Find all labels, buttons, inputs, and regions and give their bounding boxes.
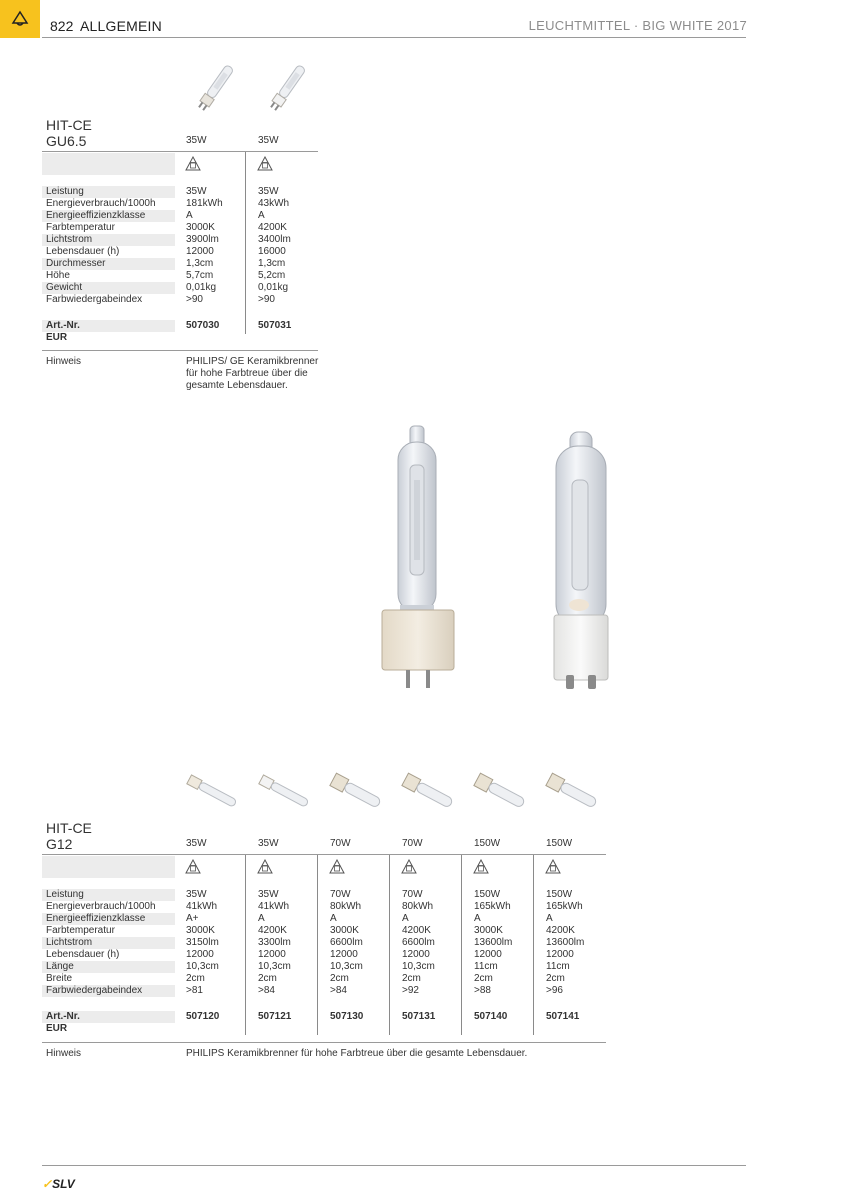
cell: >92 xyxy=(402,985,419,996)
table2-col1-watt: 35W xyxy=(186,838,207,849)
disposal-icon xyxy=(185,156,201,172)
product-image-507031 xyxy=(262,58,312,118)
cell: 150W xyxy=(474,889,501,900)
table2-col3-watt: 70W xyxy=(330,838,351,849)
art-nr-507141: 507141 xyxy=(546,1011,580,1022)
row-label: Energieeffizienzklasse xyxy=(42,913,175,925)
cell: 0,01kg xyxy=(186,282,217,293)
product-image-507141 xyxy=(542,772,604,812)
note-line: gesamte Lebensdauer. xyxy=(186,380,288,391)
row-label: Durchmesser xyxy=(42,258,175,270)
art-nr-507140: 507140 xyxy=(474,1011,508,1022)
cell: 35W xyxy=(258,186,279,197)
cell: >90 xyxy=(186,294,203,305)
section-title: ALLGEMEIN xyxy=(80,18,162,34)
cell: 35W xyxy=(258,889,279,900)
table2-col1-values xyxy=(186,889,241,997)
cell: 11cm xyxy=(474,961,498,972)
cell: 70W xyxy=(330,889,351,900)
row-label: Farbwiedergabeindex xyxy=(42,985,175,997)
cell: 4200K xyxy=(546,925,575,936)
table2-col4-watt: 70W xyxy=(402,838,423,849)
header-rule xyxy=(42,37,746,38)
cell: 80kWh xyxy=(402,901,434,912)
footer-rule xyxy=(42,1165,746,1166)
product-image-507121 xyxy=(254,772,316,812)
art-nr-label: Art.-Nr. xyxy=(42,1011,175,1023)
lamp-icon xyxy=(10,9,30,27)
cell: 3000K xyxy=(186,222,215,233)
cell: 1,3cm xyxy=(258,258,286,269)
table1-col2-watt: 35W xyxy=(258,135,279,146)
cell: >88 xyxy=(474,985,491,996)
cell: 4200K xyxy=(258,925,287,936)
disposal-icon xyxy=(473,859,489,875)
cell: >90 xyxy=(258,294,275,305)
art-nr-507030: 507030 xyxy=(186,320,220,331)
cell: 80kWh xyxy=(330,901,362,912)
disposal-icon xyxy=(545,859,561,875)
table2-col2-watt: 35W xyxy=(258,838,279,849)
table2-col-divider xyxy=(533,855,534,1035)
hinweis-text xyxy=(186,356,326,392)
cell: 0,01kg xyxy=(258,282,289,293)
row-label: Lichtstrom xyxy=(42,937,175,949)
row-label: Farbwiedergabeindex xyxy=(46,294,143,305)
cell: >81 xyxy=(186,985,203,996)
cell: 2cm xyxy=(330,973,349,984)
cell: 5,7cm xyxy=(186,270,214,281)
table2-title: HIT-CE xyxy=(46,820,92,836)
row-label: Höhe xyxy=(46,270,70,281)
section-tab xyxy=(0,0,40,38)
cell: 2cm xyxy=(258,973,277,984)
cell: 43kWh xyxy=(258,198,290,209)
table2-col-divider xyxy=(461,855,462,1035)
art-nr-507131: 507131 xyxy=(402,1011,436,1022)
cell: >96 xyxy=(546,985,563,996)
cell: 6600lm xyxy=(330,937,363,948)
table1-col1-values xyxy=(186,186,241,306)
cell: 12000 xyxy=(186,246,214,257)
cell: 3000K xyxy=(330,925,359,936)
disposal-icon xyxy=(257,156,273,172)
row-label: Farbtemperatur xyxy=(46,925,115,936)
row-label: Lebensdauer (h) xyxy=(46,246,120,257)
table2-top-rule xyxy=(42,854,606,855)
cell: A xyxy=(402,913,409,924)
cell: 4200K xyxy=(258,222,287,233)
hinweis-label: Hinweis xyxy=(46,356,82,367)
table2-col5-watt: 150W xyxy=(474,838,501,849)
table2-subtitle: G12 xyxy=(46,836,73,852)
row-label: Farbtemperatur xyxy=(46,222,115,233)
product-image-507120 xyxy=(182,772,244,812)
brand-logo-text: SLV xyxy=(52,1177,75,1191)
table2-col5-values xyxy=(474,889,529,997)
cell: 10,3cm xyxy=(330,961,363,972)
cell: 12000 xyxy=(186,949,214,960)
cell: 2cm xyxy=(474,973,493,984)
row-label: Gewicht xyxy=(42,282,175,294)
cell: 4200K xyxy=(402,925,431,936)
cell: 1,3cm xyxy=(186,258,214,269)
cell: A xyxy=(258,913,265,924)
art-nr-507120: 507120 xyxy=(186,1011,220,1022)
eur-label: EUR xyxy=(46,332,68,343)
cell: 2cm xyxy=(186,973,205,984)
cell: A+ xyxy=(186,913,199,924)
cell: 181kWh xyxy=(186,198,223,209)
disposal-icon xyxy=(257,859,273,875)
cell: 41kWh xyxy=(258,901,290,912)
brand-logo: ✓SLV xyxy=(42,1177,75,1191)
cell: 2cm xyxy=(546,973,565,984)
row-label: Lebensdauer (h) xyxy=(46,949,120,960)
table1-title: HIT-CE xyxy=(46,117,92,133)
cell: 12000 xyxy=(474,949,502,960)
table2-col6-watt: 150W xyxy=(546,838,573,849)
cell: 3150lm xyxy=(186,937,219,948)
table1-col1-watt: 35W xyxy=(186,135,207,146)
cell: 3400lm xyxy=(258,234,291,245)
cell: 12000 xyxy=(546,949,574,960)
table1-labels xyxy=(42,186,175,306)
running-head: LEUCHTMITTEL · BIG WHITE 2017 xyxy=(528,18,747,33)
hinweis-label: Hinweis xyxy=(46,1048,82,1059)
cell: 12000 xyxy=(330,949,358,960)
disposal-icon xyxy=(401,859,417,875)
cell: 16000 xyxy=(258,246,286,257)
cell: 35W xyxy=(186,186,207,197)
cell: 6600lm xyxy=(402,937,435,948)
cell: 5,2cm xyxy=(258,270,286,281)
page-number: 822 xyxy=(50,18,74,34)
cell: 165kWh xyxy=(546,901,583,912)
art-nr-507121: 507121 xyxy=(258,1011,292,1022)
cell: 12000 xyxy=(402,949,430,960)
cell: 70W xyxy=(402,889,423,900)
table1-subtitle: GU6.5 xyxy=(46,133,87,149)
art-nr-507130: 507130 xyxy=(330,1011,364,1022)
cell: 2cm xyxy=(402,973,421,984)
cell: 150W xyxy=(546,889,573,900)
product-image-507130 xyxy=(326,772,388,812)
product-image-507140 xyxy=(470,772,532,812)
row-label: Energieverbrauch/1000h xyxy=(46,198,156,209)
cell: 13600lm xyxy=(474,937,513,948)
disposal-icon xyxy=(329,859,345,875)
note-line: für hohe Farbtreue über die xyxy=(186,368,308,379)
cell: 11cm xyxy=(546,961,570,972)
cell: 35W xyxy=(186,889,207,900)
cell: 12000 xyxy=(258,949,286,960)
table2-col-divider xyxy=(389,855,390,1035)
cell: 3000K xyxy=(474,925,503,936)
cell: 41kWh xyxy=(186,901,218,912)
table2-col3-values xyxy=(330,889,385,997)
row-label: Energieeffizienzklasse xyxy=(42,210,175,222)
table2-col-divider xyxy=(245,855,246,1035)
table1-col-divider xyxy=(245,152,246,334)
cell: 3900lm xyxy=(186,234,219,245)
disposal-icon xyxy=(185,859,201,875)
product-image-507030 xyxy=(190,58,240,118)
note-line: PHILIPS/ GE Keramikbrenner xyxy=(186,356,319,367)
table2-labels xyxy=(42,889,175,997)
cell: 13600lm xyxy=(546,937,585,948)
table1-bottom-rule xyxy=(42,350,318,351)
row-label: Länge xyxy=(42,961,175,973)
table1-col2-values xyxy=(258,186,313,306)
table2-col6-values xyxy=(546,889,601,997)
row-label: Lichtstrom xyxy=(42,234,175,246)
table2-col2-values xyxy=(258,889,313,997)
cell: 10,3cm xyxy=(186,961,219,972)
table2-col-divider xyxy=(317,855,318,1035)
row-label: Leistung xyxy=(42,889,175,901)
cell: 3300lm xyxy=(258,937,291,948)
row-label: Energieverbrauch/1000h xyxy=(46,901,156,912)
product-photo-lamps xyxy=(370,420,630,695)
table1-top-rule xyxy=(42,151,318,152)
cell: 3000K xyxy=(186,925,215,936)
table2-col4-values xyxy=(402,889,457,997)
cell: A xyxy=(186,210,193,221)
product-image-507131 xyxy=(398,772,460,812)
eur-label: EUR xyxy=(46,1023,68,1034)
table1-icon-row-shade xyxy=(42,153,175,175)
table2-bottom-rule xyxy=(42,1042,606,1043)
cell: 165kWh xyxy=(474,901,511,912)
row-label: Breite xyxy=(46,973,73,984)
art-nr-label: Art.-Nr. xyxy=(42,320,175,332)
cell: A xyxy=(330,913,337,924)
cell: 10,3cm xyxy=(258,961,291,972)
hinweis-text: PHILIPS Keramikbrenner für hohe Farbtreue über die gesamte Lebensdauer. xyxy=(186,1048,528,1059)
art-nr-507031: 507031 xyxy=(258,320,292,331)
row-label: Leistung xyxy=(42,186,175,198)
cell: >84 xyxy=(330,985,347,996)
table2-icon-row-shade xyxy=(42,856,175,878)
cell: 10,3cm xyxy=(402,961,435,972)
cell: A xyxy=(546,913,553,924)
cell: A xyxy=(474,913,481,924)
cell: A xyxy=(258,210,265,221)
cell: >84 xyxy=(258,985,275,996)
